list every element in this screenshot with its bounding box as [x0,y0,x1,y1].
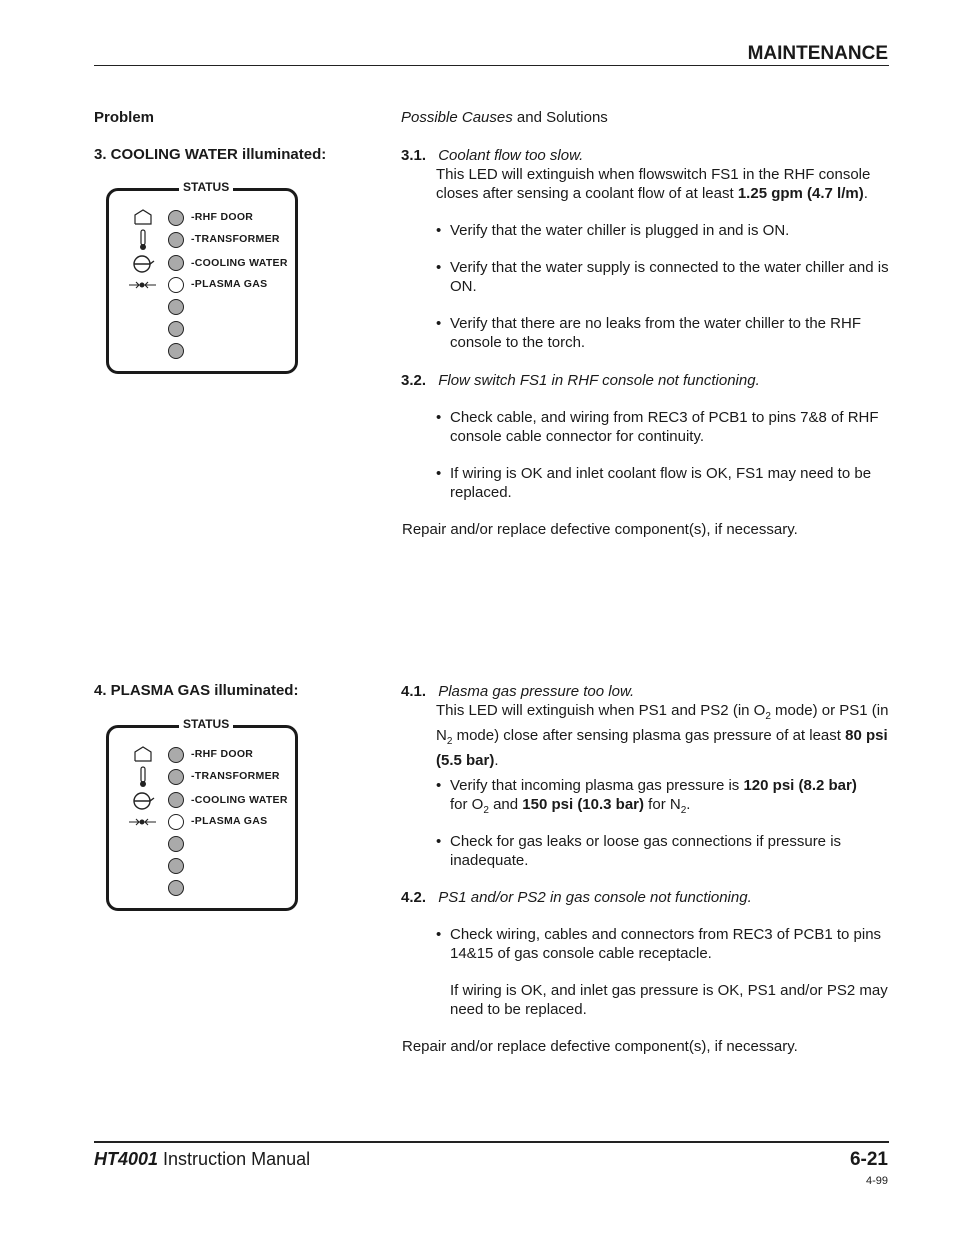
led-spare [168,836,184,852]
led-spare [168,880,184,896]
led-plasma-gas [168,814,184,830]
coolant-icon [131,790,157,810]
led-label: -RHF DOOR [191,748,254,760]
led-label: -PLASMA GAS [191,278,268,290]
led-label: -COOLING WATER [191,794,288,806]
causes-rest: and Solutions [512,109,608,126]
bullet-text: If wiring is OK and inlet coolant flow is OK, FS1 may need to be replaced. [450,465,872,501]
note-text: If wiring is OK, and inlet gas pressure is OK, PS1 and/or PS2 may need to be replaced. [450,982,888,1018]
cause-3-2 [401,371,891,390]
cause-title: Coolant flow too slow. [438,147,584,164]
cause-number: 3.1. [401,147,427,164]
causes-heading [401,109,608,126]
door-icon [131,208,155,226]
door-icon [131,745,155,763]
list-item: • Verify that the water supply is connected to the water chiller and is ON. [436,258,891,296]
bullet-text: Check for gas leaks or loose gas connections if pressure is inadequate. [450,833,842,869]
cause-title: PS1 and/or PS2 in gas console not functioning. [438,889,752,906]
subscript: 2 [483,805,489,816]
list-item: • Verify that incoming plasma gas pressure is 120 psi (8.2 bar) for $O_2$ and 150 psi (10.3 bar) for $N_2$. [436,776,891,820]
panel-title: STATUS [179,180,233,194]
problem4-title: 4. PLASMA GAS illuminated: [94,682,299,699]
footer-rule [94,1141,889,1143]
led-spare [168,858,184,874]
body-text: This LED will extinguish when flowswitch FS1 in the RHF console closes after sensing a coolant flow of at least [436,166,871,202]
thermometer-icon [137,229,149,251]
cause-4-1 [401,682,891,701]
footer-manual-title [94,1149,310,1170]
panel-title: STATUS [179,717,233,731]
body-text: . [494,752,499,769]
flow-rate: 1.25 gpm (4.7 l/m) [737,185,864,202]
status-panel-1 [106,180,298,374]
thermometer-icon [137,766,149,788]
cause-title: Plasma gas pressure too low. [438,683,635,700]
repair-note: Repair and/or replace defective component(s), if necessary. [402,521,798,538]
led-cooling-water [168,792,184,808]
led-spare [168,299,184,315]
body-text: Verify that incoming plasma gas pressure is [450,777,744,794]
subscript: 2 [680,805,687,816]
led-label: -COOLING WATER [191,257,288,269]
subscript: 2 [446,736,453,747]
cause-title: Flow switch FS1 in RHF console not functioning. [438,372,760,389]
gas-flow-icon [128,279,158,291]
list-item: • Verify that there are no leaks from the water chiller to the RHF console to the torch. [436,314,891,352]
led-label: -PLASMA GAS [191,815,268,827]
manual-label: Instruction Manual [158,1149,311,1169]
gas-flow-icon [128,816,158,828]
led-cooling-water [168,255,184,271]
list-item: • Check cable, and wiring from REC3 of PCB1 to pins 7&8 of RHF console cable connector for continuity. [436,408,891,446]
led-plasma-gas [168,277,184,293]
pressure-value: 120 psi (8.2 bar) [743,777,857,794]
subscript: 2 [765,711,771,722]
cause-3-1 [401,146,891,165]
list-item: • Check for gas leaks or loose gas connections if pressure is inadequate. [436,832,891,870]
body-text: . [686,796,691,813]
bullet-text: Verify that the water chiller is plugged in and is ON. [450,222,790,239]
cause-number: 4.1. [401,683,427,700]
body-text: mode) or PS1 (in N [436,702,889,744]
body-text: for O [450,796,484,813]
led-label: -TRANSFORMER [191,770,280,782]
causes-italic: Possible Causes [401,109,513,126]
list-item: • If wiring is OK and inlet coolant flow is OK, FS1 may need to be replaced. [436,464,891,502]
cause-3-1-text [436,165,891,203]
led-spare [168,343,184,359]
cause-4-1-text [436,701,891,770]
problem-heading: Problem [94,109,155,126]
status-panel-2 [106,717,298,911]
led-transformer [168,232,184,248]
led-transformer [168,769,184,785]
body-text: . [863,185,868,202]
pressure-value: 80 psi (5.5 bar) [436,727,888,769]
body-text: and [488,796,523,813]
section-title: MAINTENANCE [747,43,888,64]
page-number: 6-21 [849,1149,888,1170]
pressure-value: 150 psi (10.3 bar) [522,796,645,813]
bullet-text: Verify that the water supply is connected to the water chiller and is ON. [450,259,889,295]
cause-4-2 [401,888,891,907]
led-label: -TRANSFORMER [191,233,280,245]
body-text: for N [644,796,681,813]
revision-date: 4-99 [865,1175,888,1187]
problem3-title: 3. COOLING WATER illuminated: [94,146,327,163]
cause-number: 3.2. [401,372,427,389]
repair-note: Repair and/or replace defective component(s), if necessary. [402,1038,798,1055]
list-item: • Verify that the water chiller is plugged in and is ON. [436,221,891,240]
bullet-text: Check cable, and wiring from REC3 of PCB1 to pins 7&8 of RHF console cable connector for continuity. [450,409,879,445]
led-rhf-door [168,210,184,226]
led-spare [168,321,184,337]
bullet-text: Check wiring, cables and connectors from REC3 of PCB1 to pins 14&15 of gas console cable receptacle. [450,926,882,962]
body-text: mode) close after sensing plasma gas pressure of at least [452,727,846,744]
bullet-text: Verify that there are no leaks from the water chiller to the RHF console to the torch. [450,315,862,351]
coolant-icon [131,253,157,273]
model-name: HT4001 [94,1149,159,1169]
cause-number: 4.2. [401,889,427,906]
list-item: • Check wiring, cables and connectors from REC3 of PCB1 to pins 14&15 of gas console cable receptacle. [436,925,891,963]
header-rule [94,65,889,66]
led-rhf-door [168,747,184,763]
body-text: This LED will extinguish when PS1 and PS2 (in O [436,702,766,719]
bullet-text [450,776,891,820]
led-label: -RHF DOOR [191,211,254,223]
